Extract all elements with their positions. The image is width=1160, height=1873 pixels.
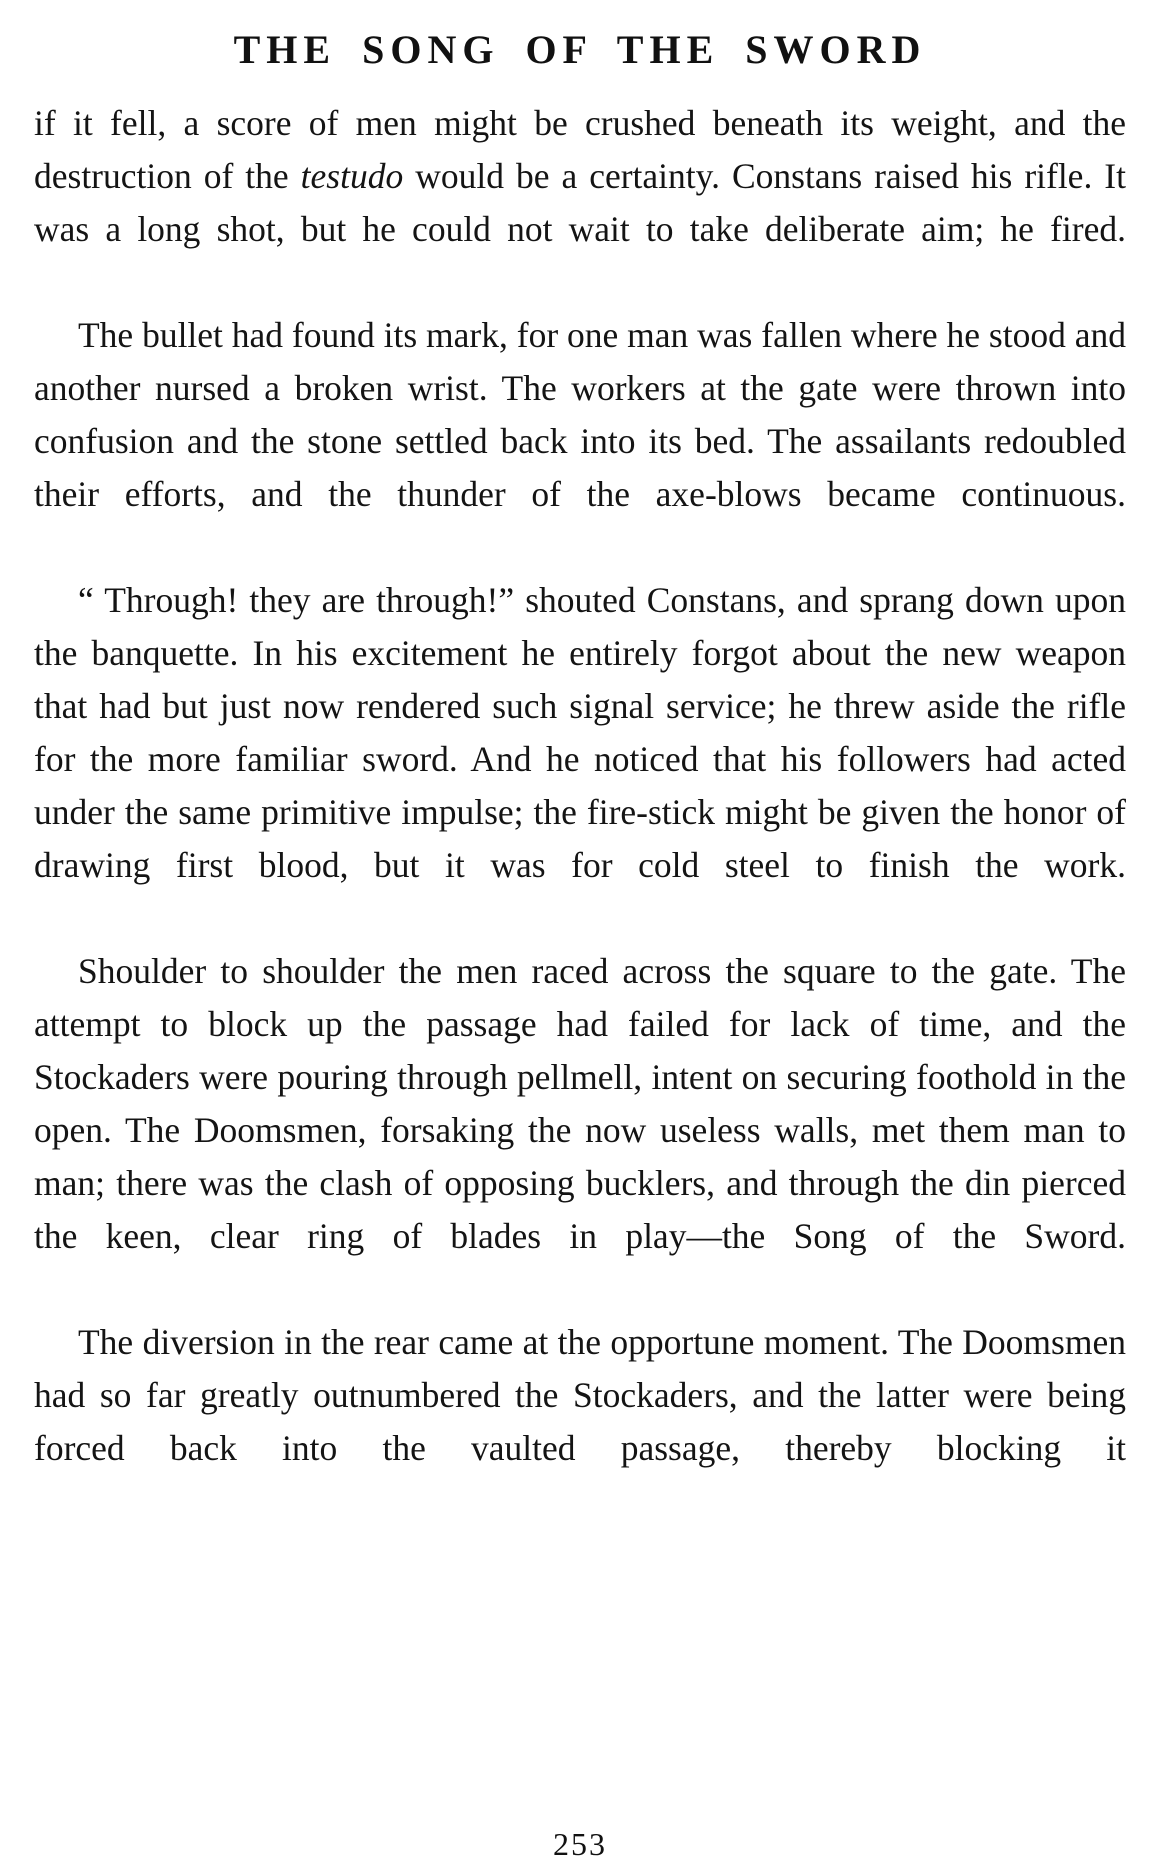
text-run: “ Through! they are through!” shouted Constans, and sprang down upon the banquette. In his excitement he entirely forgot about the new weapon that had but just now rendered such signal service; he threw aside the rifle for the more familiar sword. And he noticed that his followers had acted under the same primitive impulse; the fire-stick might be given the honor of drawing first blood, but it was for cold steel to finish the work. [34,580,1126,885]
paragraph [34,1316,1126,1528]
paragraph [34,309,1126,574]
text-run: if it fell, a score of men might be crushed beneath its weight, and the destruction of the [34,103,1126,196]
paragraph [34,97,1126,309]
text-run: The diversion in the rear came at the opportune moment. The Doomsmen had so far greatly outnumbered the Stockaders, and the latter were being forced back into the vaulted passage, thereby blocking it [34,1322,1126,1468]
body-text-column [28,97,1132,1820]
page-number: 253 [553,1826,607,1862]
text-run: The bullet had found its mark, for one man was fallen where he stood and another nursed a broken wrist. The workers at the gate were thrown into confusion and the stone settled back into its bed. The assailants redoubled their efforts, and the thunder of the axe-blows became continuous. [34,315,1126,514]
text-run: Shoulder to shoulder the men raced across the square to the gate. The attempt to block up the passage had failed for lack of time, and the Stockaders were pouring through pellmell, intent on securing foothold in the open. The Doomsmen, forsaking the now useless walls, met them man to man; there was the clash of opposing bucklers, and through the din pierced the keen, clear ring of blades in play—the Song of the Sword. [34,951,1126,1256]
paragraph [34,574,1126,945]
italic-text: testudo [300,156,404,196]
paragraph [34,945,1126,1316]
page-running-head: THE SONG OF THE SWORD [233,27,927,72]
text-run: would be a certainty. Constans raised his rifle. It was a long shot, but he could not wait to take deliberate aim; he fired. [34,156,1126,249]
